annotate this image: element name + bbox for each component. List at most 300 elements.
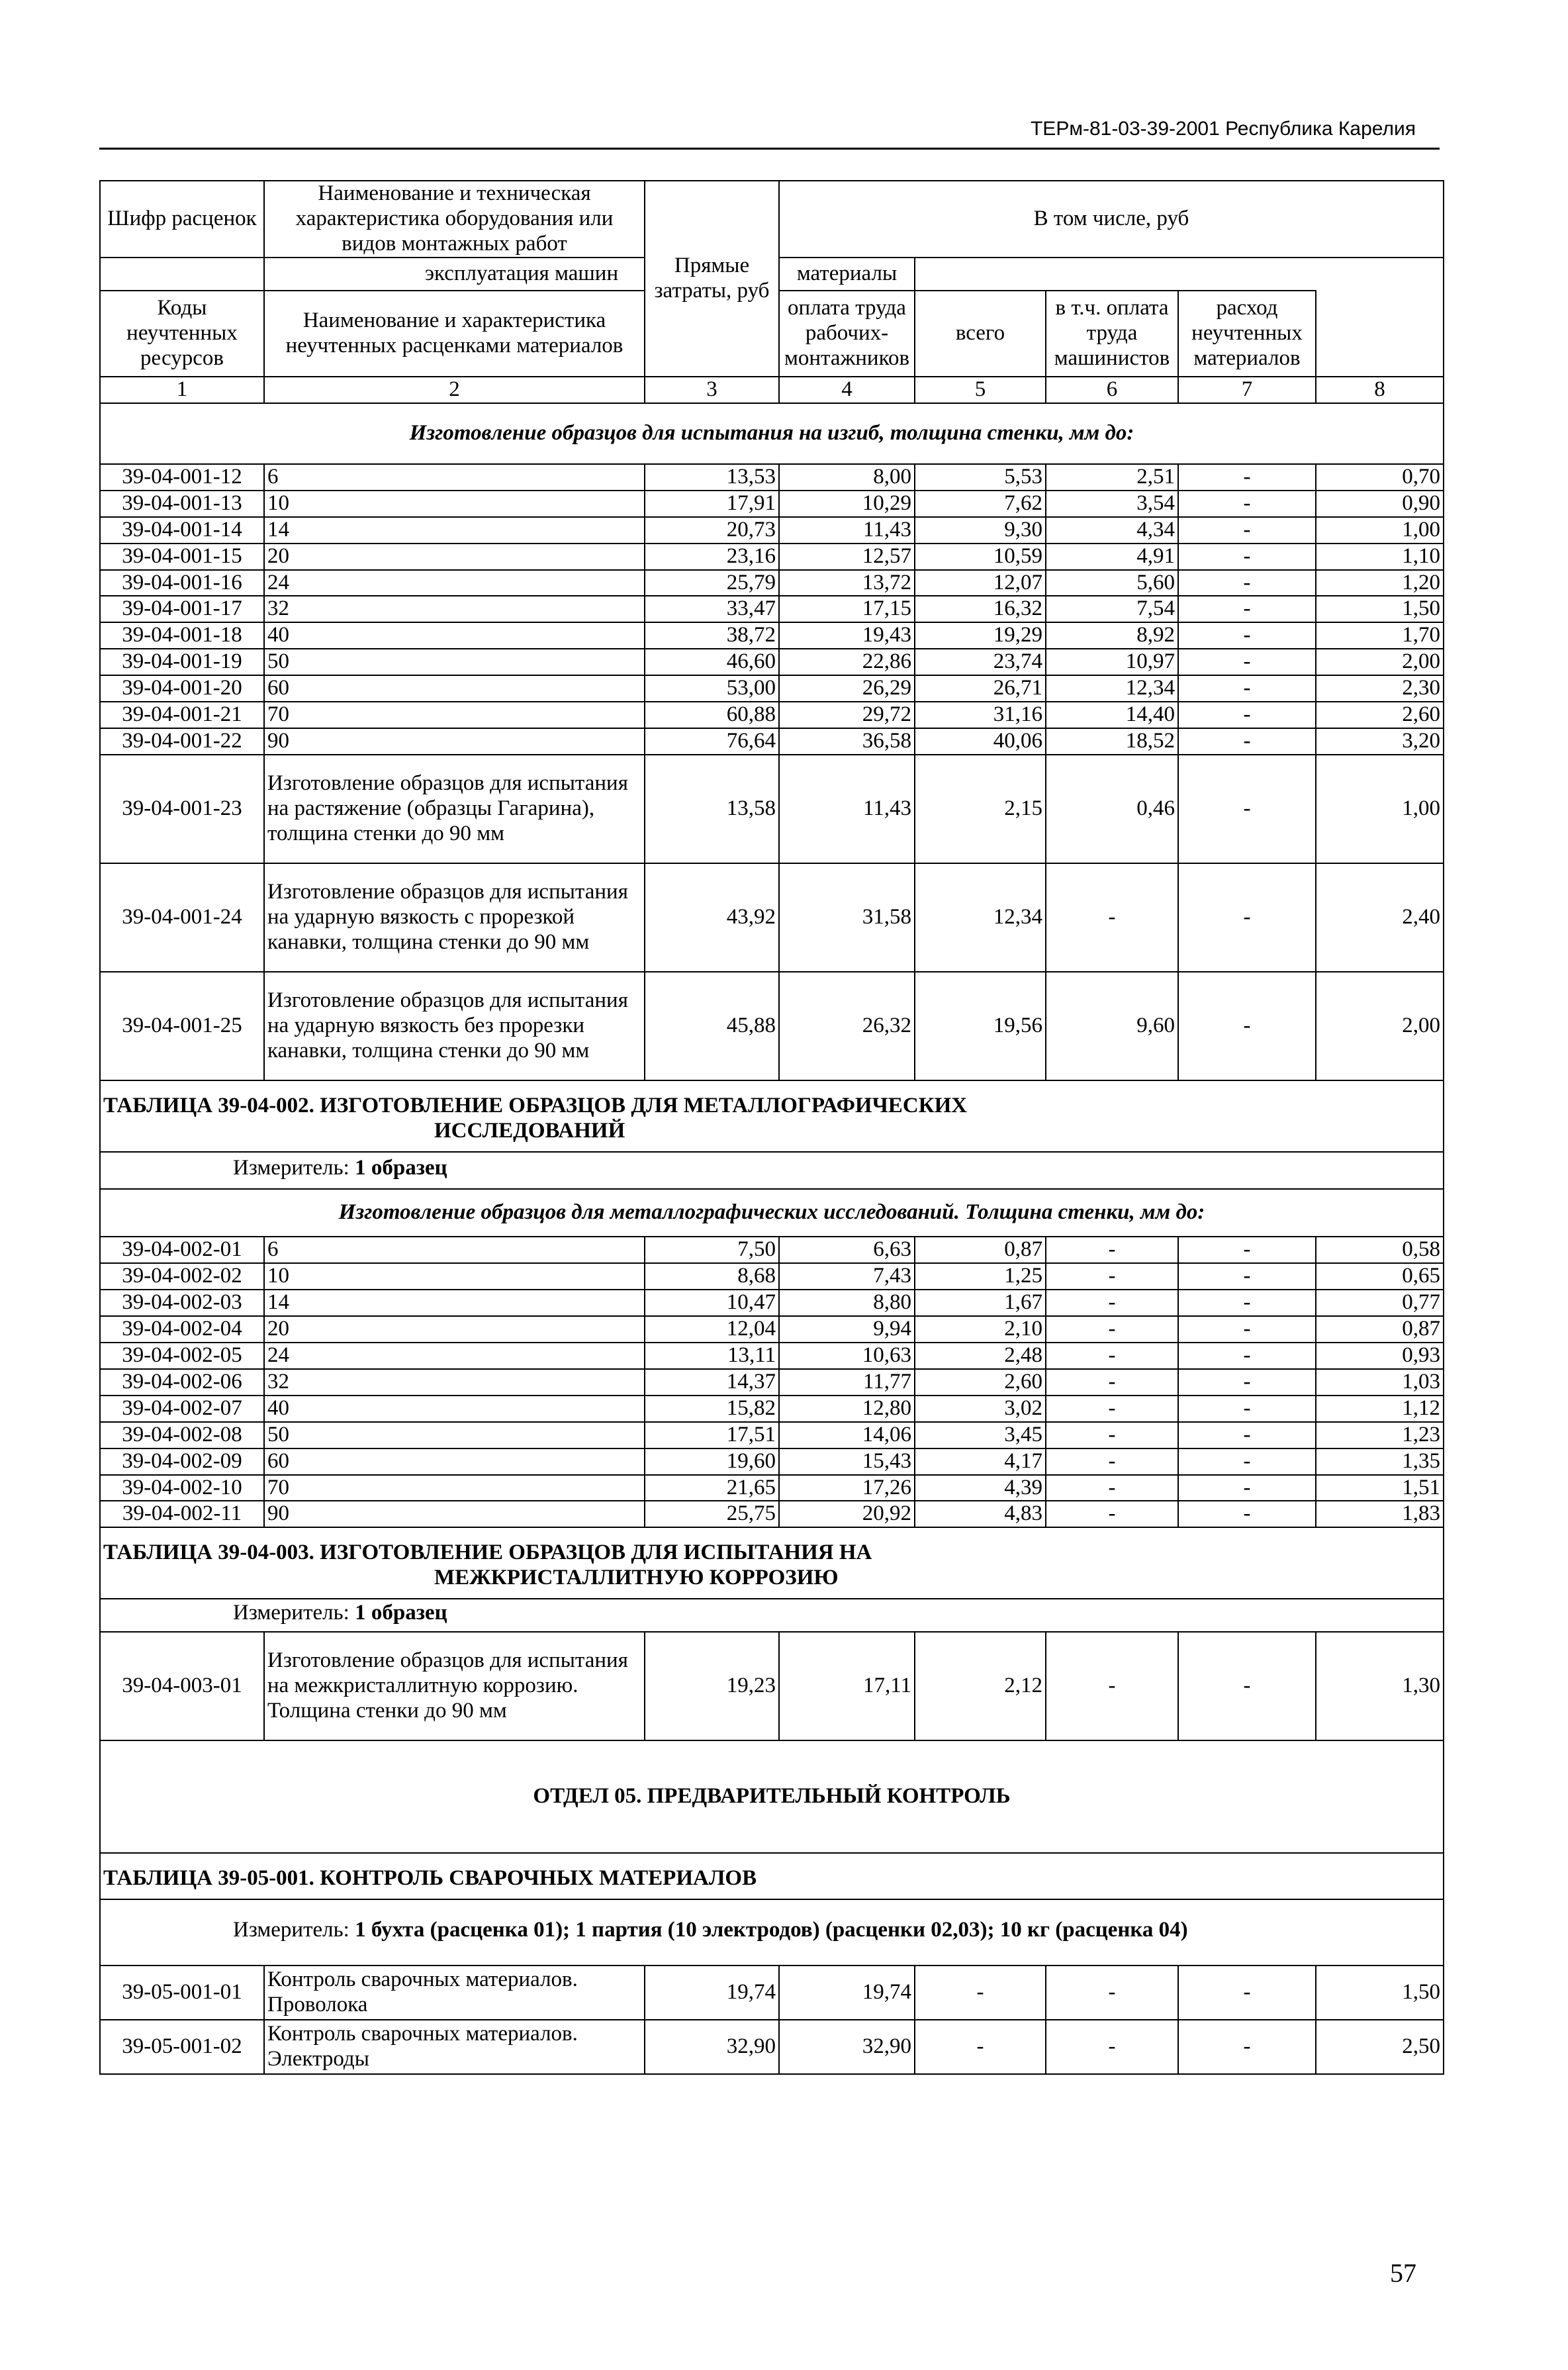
direct-cost: 7,50 [645,1237,779,1263]
rate-code: 39-04-001-13 [100,491,264,517]
section-title-row [100,403,1444,464]
labor-hours: 2,00 [1316,972,1444,1080]
labor-cost: 11,43 [779,755,915,863]
table-row [100,517,1444,544]
column-number: 8 [1316,377,1444,403]
machinist-labor-cost: - [1046,1632,1178,1740]
material-cost: - [1178,491,1316,517]
work-name: Контроль сварочных материалов. Проволока [264,1966,645,2020]
labor-cost: 22,86 [779,649,915,675]
material-cost: - [1178,622,1316,649]
machine-cost: 12,34 [915,863,1046,972]
column-number: 6 [1046,377,1178,403]
machinist-labor-cost: - [1046,1475,1178,1501]
rate-code: 39-04-002-06 [100,1369,264,1396]
labor-hours: 1,00 [1316,755,1444,863]
table-row [100,1966,1444,2020]
material-cost: - [1178,755,1316,863]
direct-cost: 17,51 [645,1422,779,1448]
machinist-labor-cost: 18,52 [1046,728,1178,755]
machine-cost: 4,83 [915,1501,1046,1527]
rate-code: 39-04-001-24 [100,863,264,972]
rate-code: 39-04-002-01 [100,1237,264,1263]
work-name: 10 [264,491,645,517]
direct-cost: 21,65 [645,1475,779,1501]
column-number: 2 [264,377,645,403]
rate-code: 39-04-002-11 [100,1501,264,1527]
material-cost: - [1178,1290,1316,1316]
rate-code: 39-04-002-02 [100,1263,264,1290]
material-cost: - [1178,1422,1316,1448]
labor-hours: 1,35 [1316,1448,1444,1475]
work-name: 90 [264,728,645,755]
col-name-header: Наименование и техническая характеристика оборудования или видов монтажных работ [264,181,645,258]
table-row [100,702,1444,728]
column-number: 3 [645,377,779,403]
measure-value: 1 образец [355,1601,447,1625]
machinist-labor-cost: 7,54 [1046,596,1178,622]
measure-unit [100,1599,1444,1632]
direct-cost: 46,60 [645,649,779,675]
labor-cost: 26,29 [779,675,915,702]
labor-cost: 15,43 [779,1448,915,1475]
material-cost: - [1178,863,1316,972]
machine-cost: 23,74 [915,649,1046,675]
direct-cost: 53,00 [645,675,779,702]
labor-hours: 3,20 [1316,728,1444,755]
material-cost: - [1178,972,1316,1080]
labor-hours: 0,93 [1316,1343,1444,1369]
machine-cost: 2,15 [915,755,1046,863]
material-cost: - [1178,702,1316,728]
machine-cost: 9,30 [915,517,1046,544]
col-labor-header: оплата труда рабочих-монтажников [779,291,915,377]
col-mach-total-header: всего [915,291,1046,377]
table-row [100,649,1444,675]
labor-hours: 0,58 [1316,1237,1444,1263]
machinist-labor-cost: - [1046,1448,1178,1475]
rate-code: 39-05-001-01 [100,1966,264,2020]
labor-hours: 1,03 [1316,1369,1444,1396]
labor-hours: 2,50 [1316,2020,1444,2074]
labor-cost: 8,80 [779,1290,915,1316]
col-name2-header: Наименование и характеристика неучтенных расценками материалов [264,291,645,377]
labor-hours: 2,30 [1316,675,1444,702]
machinist-labor-cost: 4,34 [1046,517,1178,544]
work-name: 32 [264,1369,645,1396]
rate-code: 39-04-001-14 [100,517,264,544]
table-title-row [100,1853,1444,1899]
col-mat-use-header: расход неучтенных материалов [1178,291,1316,377]
material-cost: - [1178,1369,1316,1396]
labor-hours: 0,65 [1316,1263,1444,1290]
machinist-labor-cost: - [1046,1966,1178,2020]
table-row [100,622,1444,649]
labor-cost: 6,63 [779,1237,915,1263]
machinist-labor-cost: - [1046,1263,1178,1290]
table-row [100,1343,1444,1369]
labor-cost: 20,92 [779,1501,915,1527]
machinist-labor-cost: - [1046,1316,1178,1343]
table-row [100,570,1444,596]
direct-cost: 38,72 [645,622,779,649]
table-title [100,1080,1444,1152]
machine-cost: 2,60 [915,1369,1046,1396]
direct-cost: 76,64 [645,728,779,755]
machine-cost: 2,10 [915,1316,1046,1343]
direct-cost: 8,68 [645,1263,779,1290]
rate-code: 39-04-001-19 [100,649,264,675]
machine-cost: 19,56 [915,972,1046,1080]
table-title-line1: ТАБЛИЦА 39-04-003. ИЗГОТОВЛЕНИЕ ОБРАЗЦОВ ДЛЯ ИСПЫТАНИЯ НА [103,1540,872,1565]
labor-hours: 1,23 [1316,1422,1444,1448]
col-labor-top [100,258,264,291]
machine-cost: 40,06 [915,728,1046,755]
rate-code: 39-04-001-17 [100,596,264,622]
running-header: ТЕРм-81-03-39-2001 Республика Карелия [1030,118,1416,140]
labor-cost: 12,80 [779,1396,915,1422]
machinist-labor-cost: - [1046,2020,1178,2074]
material-cost: - [1178,1966,1316,2020]
section-title-row [100,1189,1444,1237]
machine-cost: 16,32 [915,596,1046,622]
work-name: 40 [264,1396,645,1422]
work-name: 40 [264,622,645,649]
rate-code: 39-04-001-25 [100,972,264,1080]
labor-cost: 19,43 [779,622,915,649]
column-number: 7 [1178,377,1316,403]
machine-cost: 5,53 [915,464,1046,491]
rate-code: 39-04-001-21 [100,702,264,728]
col-incl-header: В том числе, руб [779,181,1444,258]
machinist-labor-cost: 8,92 [1046,622,1178,649]
labor-hours: 1,12 [1316,1396,1444,1422]
work-name: Изготовление образцов для испытания на ударную вязкость с прорезкой канавки, толщина стенки до 90 мм [264,863,645,972]
table-row [100,464,1444,491]
table-row [100,1448,1444,1475]
col-code-header: Шифр расценок [100,181,264,258]
table-title-line1: ТАБЛИЦА 39-04-002. ИЗГОТОВЛЕНИЕ ОБРАЗЦОВ ДЛЯ МЕТАЛЛОГРАФИЧЕСКИХ [103,1094,968,1118]
machinist-labor-cost: - [1046,863,1178,972]
col-materials-header: материалы [779,258,915,291]
machinist-labor-cost: 9,60 [1046,972,1178,1080]
labor-cost: 8,00 [779,464,915,491]
table-row [100,1290,1444,1316]
labor-hours: 2,60 [1316,702,1444,728]
material-cost: - [1178,2020,1316,2074]
measure-unit [100,1152,1444,1189]
labor-hours: 1,30 [1316,1632,1444,1740]
material-cost: - [1178,570,1316,596]
machinist-labor-cost: 5,60 [1046,570,1178,596]
table-title-line1: ТАБЛИЦА 39-05-001. КОНТРОЛЬ СВАРОЧНЫХ МАТЕРИАЛОВ [103,1866,757,1891]
rate-code: 39-04-001-23 [100,755,264,863]
direct-cost: 19,60 [645,1448,779,1475]
labor-cost: 32,90 [779,2020,915,2074]
machinist-labor-cost: - [1046,1237,1178,1263]
machinist-labor-cost: 0,46 [1046,755,1178,863]
rate-code: 39-04-001-12 [100,464,264,491]
work-name: 10 [264,1263,645,1290]
work-name: 14 [264,517,645,544]
labor-cost: 11,43 [779,517,915,544]
machinist-labor-cost: 10,97 [1046,649,1178,675]
machine-cost: - [915,2020,1046,2074]
labor-hours: 1,10 [1316,544,1444,570]
labor-cost: 12,57 [779,544,915,570]
measure-label: Измеритель: [233,1918,349,1942]
material-cost: - [1178,675,1316,702]
table-row [100,491,1444,517]
measure-unit-row [100,1599,1444,1632]
table-title-row [100,1080,1444,1152]
direct-cost: 33,47 [645,596,779,622]
machine-cost: 4,17 [915,1448,1046,1475]
rate-code: 39-04-001-22 [100,728,264,755]
material-cost: - [1178,1263,1316,1290]
labor-cost: 11,77 [779,1369,915,1396]
work-name: 90 [264,1501,645,1527]
machine-cost: 4,39 [915,1475,1046,1501]
measure-unit-row [100,1899,1444,1966]
material-cost: - [1178,544,1316,570]
material-cost: - [1178,649,1316,675]
rate-code: 39-04-002-09 [100,1448,264,1475]
labor-hours: 1,20 [1316,570,1444,596]
work-name: Изготовление образцов для испытания на растяжение (образцы Гагарина), толщина стенки до 90 мм [264,755,645,863]
page-number: 57 [1390,2258,1416,2288]
table-row [100,728,1444,755]
column-number: 5 [915,377,1046,403]
machinist-labor-cost: 12,34 [1046,675,1178,702]
machinist-labor-cost: - [1046,1343,1178,1369]
measure-label: Измеритель: [233,1601,349,1625]
estimate-table [99,180,1444,2075]
direct-cost: 14,37 [645,1369,779,1396]
direct-cost: 20,73 [645,517,779,544]
direct-cost: 19,74 [645,1966,779,2020]
material-cost: - [1178,1343,1316,1369]
labor-cost: 17,11 [779,1632,915,1740]
department-title: ОТДЕЛ 05. ПРЕДВАРИТЕЛЬНЫЙ КОНТРОЛЬ [100,1740,1444,1853]
machinist-labor-cost: 14,40 [1046,702,1178,728]
department-title-row [100,1740,1444,1853]
table-row [100,1475,1444,1501]
rate-code: 39-04-002-10 [100,1475,264,1501]
labor-hours: 1,51 [1316,1475,1444,1501]
labor-hours: 1,70 [1316,622,1444,649]
rate-code: 39-04-002-08 [100,1422,264,1448]
measure-label: Измеритель: [233,1156,349,1180]
machinist-labor-cost: 2,51 [1046,464,1178,491]
labor-cost: 7,43 [779,1263,915,1290]
material-cost: - [1178,596,1316,622]
machinist-labor-cost: - [1046,1290,1178,1316]
work-name: 20 [264,544,645,570]
direct-cost: 13,58 [645,755,779,863]
table-row [100,596,1444,622]
direct-cost: 25,79 [645,570,779,596]
table-row [100,1422,1444,1448]
table-row [100,1263,1444,1290]
direct-cost: 19,23 [645,1632,779,1740]
material-cost: - [1178,728,1316,755]
material-cost: - [1178,1448,1316,1475]
labor-hours: 2,00 [1316,649,1444,675]
machine-cost: 26,71 [915,675,1046,702]
section-title: Изготовление образцов для испытания на изгиб, толщина стенки, мм до: [100,403,1444,464]
table-row [100,755,1444,863]
table-row [100,544,1444,570]
table-title-line2: ИССЛЕДОВАНИЙ [434,1119,625,1143]
rate-code: 39-05-001-02 [100,2020,264,2074]
table-title [100,1527,1444,1599]
material-cost: - [1178,1237,1316,1263]
rate-code: 39-04-002-03 [100,1290,264,1316]
table-row [100,1369,1444,1396]
labor-cost: 17,15 [779,596,915,622]
labor-hours: 2,40 [1316,863,1444,972]
work-name: 20 [264,1316,645,1343]
rate-code: 39-04-002-04 [100,1316,264,1343]
material-cost: - [1178,1396,1316,1422]
machine-cost: 1,67 [915,1290,1046,1316]
direct-cost: 12,04 [645,1316,779,1343]
machine-cost: 0,87 [915,1237,1046,1263]
rate-code: 39-04-001-18 [100,622,264,649]
labor-cost: 19,74 [779,1966,915,2020]
col-mach-labor-header: в т.ч. оплата труда машинистов [1046,291,1178,377]
material-cost: - [1178,517,1316,544]
material-cost: - [1178,1501,1316,1527]
machine-cost: 3,45 [915,1422,1046,1448]
work-name: Изготовление образцов для испытания на межкристаллитную коррозию. Толщина стенки до 90 мм [264,1632,645,1740]
machinist-labor-cost: - [1046,1501,1178,1527]
machine-cost: 2,48 [915,1343,1046,1369]
measure-unit [100,1899,1444,1966]
table-row [100,1632,1444,1740]
work-name: Изготовление образцов для испытания на ударную вязкость без прорезки канавки, толщина стенки до 90 мм [264,972,645,1080]
work-name: 70 [264,1475,645,1501]
direct-cost: 45,88 [645,972,779,1080]
rate-code: 39-04-002-07 [100,1396,264,1422]
column-number: 1 [100,377,264,403]
col-machines-header: эксплуатация машин [264,258,779,291]
measure-value: 1 образец [355,1156,447,1180]
measure-unit-row [100,1152,1444,1189]
table-row [100,863,1444,972]
measure-value: 1 бухта (расценка 01); 1 партия (10 электродов) (расценки 02,03); 10 кг (расценка 04) [355,1918,1188,1942]
work-name: 60 [264,675,645,702]
machine-cost: 7,62 [915,491,1046,517]
table-row [100,1316,1444,1343]
labor-cost: 29,72 [779,702,915,728]
labor-cost: 26,32 [779,972,915,1080]
labor-cost: 9,94 [779,1316,915,1343]
table-row [100,1237,1444,1263]
machinist-labor-cost: 3,54 [1046,491,1178,517]
direct-cost: 10,47 [645,1290,779,1316]
direct-cost: 60,88 [645,702,779,728]
material-cost: - [1178,1316,1316,1343]
table-title [100,1853,1444,1899]
rate-code: 39-04-003-01 [100,1632,264,1740]
material-cost: - [1178,1475,1316,1501]
rate-code: 39-04-002-05 [100,1343,264,1369]
table-title-line2: МЕЖКРИСТАЛЛИТНУЮ КОРРОЗИЮ [434,1566,839,1590]
labor-cost: 17,26 [779,1475,915,1501]
machinist-labor-cost: - [1046,1422,1178,1448]
table-row [100,1396,1444,1422]
labor-hours: 1,00 [1316,517,1444,544]
labor-hours: 1,50 [1316,596,1444,622]
material-cost: - [1178,464,1316,491]
table-row [100,675,1444,702]
work-name: 50 [264,1422,645,1448]
work-name: 24 [264,570,645,596]
direct-cost: 13,53 [645,464,779,491]
work-name: 50 [264,649,645,675]
labor-cost: 10,63 [779,1343,915,1369]
work-name: 24 [264,1343,645,1369]
table-row [100,972,1444,1080]
machine-cost: 2,12 [915,1632,1046,1740]
labor-cost: 13,72 [779,570,915,596]
col-direct-header: Прямые затраты, руб [645,181,779,377]
work-name: 60 [264,1448,645,1475]
direct-cost: 23,16 [645,544,779,570]
rate-code: 39-04-001-16 [100,570,264,596]
labor-hours: 0,70 [1316,464,1444,491]
work-name: 32 [264,596,645,622]
section-title: Изготовление образцов для металлографических исследований. Толщина стенки, мм до: [100,1189,1444,1237]
direct-cost: 13,11 [645,1343,779,1369]
labor-hours: 0,77 [1316,1290,1444,1316]
work-name: 14 [264,1290,645,1316]
rate-code: 39-04-001-15 [100,544,264,570]
column-number: 4 [779,377,915,403]
machine-cost: 12,07 [915,570,1046,596]
machine-cost: 31,16 [915,702,1046,728]
table-row [100,2020,1444,2074]
machine-cost: 1,25 [915,1263,1046,1290]
work-name: 6 [264,464,645,491]
machine-cost: 10,59 [915,544,1046,570]
material-cost: - [1178,1632,1316,1740]
machine-cost: - [915,1966,1046,2020]
direct-cost: 43,92 [645,863,779,972]
machine-cost: 3,02 [915,1396,1046,1422]
direct-cost: 32,90 [645,2020,779,2074]
machinist-labor-cost: - [1046,1396,1178,1422]
labor-cost: 10,29 [779,491,915,517]
direct-cost: 15,82 [645,1396,779,1422]
direct-cost: 25,75 [645,1501,779,1527]
labor-hours: 0,87 [1316,1316,1444,1343]
labor-hours: 1,83 [1316,1501,1444,1527]
machinist-labor-cost: 4,91 [1046,544,1178,570]
machine-cost: 19,29 [915,622,1046,649]
machinist-labor-cost: - [1046,1369,1178,1396]
labor-cost: 14,06 [779,1422,915,1448]
direct-cost: 17,91 [645,491,779,517]
work-name: 70 [264,702,645,728]
labor-cost: 31,58 [779,863,915,972]
work-name: Контроль сварочных материалов. Электроды [264,2020,645,2074]
col-code2-header: Коды неучтенных ресурсов [100,291,264,377]
rate-code: 39-04-001-20 [100,675,264,702]
labor-cost: 36,58 [779,728,915,755]
